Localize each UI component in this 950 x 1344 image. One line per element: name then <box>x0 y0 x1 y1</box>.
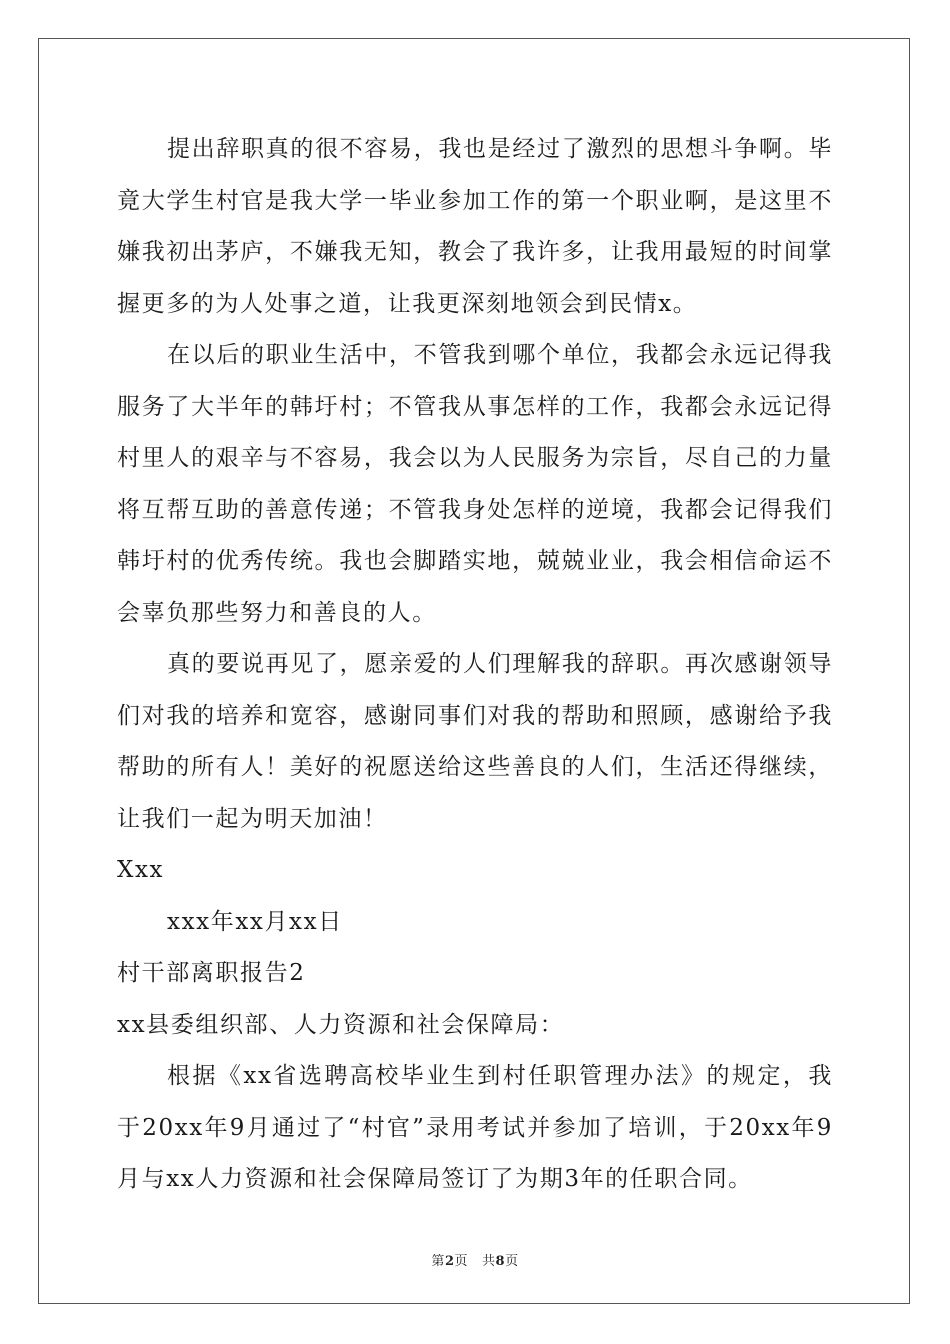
total-suffix: 页 <box>505 1254 519 1269</box>
signature-name: Xxx <box>117 857 165 883</box>
page-suffix: 页 <box>454 1254 468 1269</box>
page-current: 2 <box>444 1254 455 1269</box>
paragraph-resignation-difficulty: 提出辞职真的很不容易，我也是经过了激烈的思想斗争啊。毕竟大学生村官是我大学一毕业参加工作的第一个职业啊，是这里不嫌我初出茅庐，不嫌我无知，教会了我许多，让我用最短的时间掌握更多的为人处事之道，让我更深刻地领会到民情x。 <box>117 136 833 317</box>
document-body <box>117 124 833 1206</box>
paragraph-appointment: 根据《xx省选聘高校毕业生到村任职管理办法》的规定，我于20xx年9月通过了“村官”录用考试并参加了培训，于20xx年9月与xx人力资源和社会保障局签订了为期3年的任职合同。 <box>117 1063 833 1192</box>
page-footer <box>0 1250 950 1269</box>
signature-date: xxx年xx月xx日 <box>167 908 343 935</box>
salutation: xx县委组织部、人力资源和社会保障局： <box>117 1011 565 1038</box>
page-prefix: 第 <box>431 1254 445 1269</box>
section-title: 村干部离职报告2 <box>117 960 306 986</box>
paragraph-farewell: 真的要说再见了，愿亲爱的人们理解我的辞职。再次感谢领导们对我的培养和宽容，感谢同事们对我的帮助和照顾，感谢给予我帮助的所有人！美好的祝愿送给这些善良的人们，生活还得继续，让我们一起为明天加油！ <box>117 651 833 832</box>
paragraph-future-career: 在以后的职业生活中，不管我到哪个单位，我都会永远记得我服务了大半年的韩圩村；不管我从事怎样的工作，我都会永远记得村里人的艰辛与不容易，我会以为人民服务为宗旨，尽自己的力量将互帮互助的善意传递；不管我身处怎样的逆境，我都会记得我们韩圩村的优秀传统。我也会脚踏实地，兢兢业业，我会相信命运不会辜负那些努力和善良的人。 <box>117 342 833 626</box>
total-prefix: 共 <box>482 1254 496 1269</box>
page-total: 8 <box>495 1254 506 1269</box>
